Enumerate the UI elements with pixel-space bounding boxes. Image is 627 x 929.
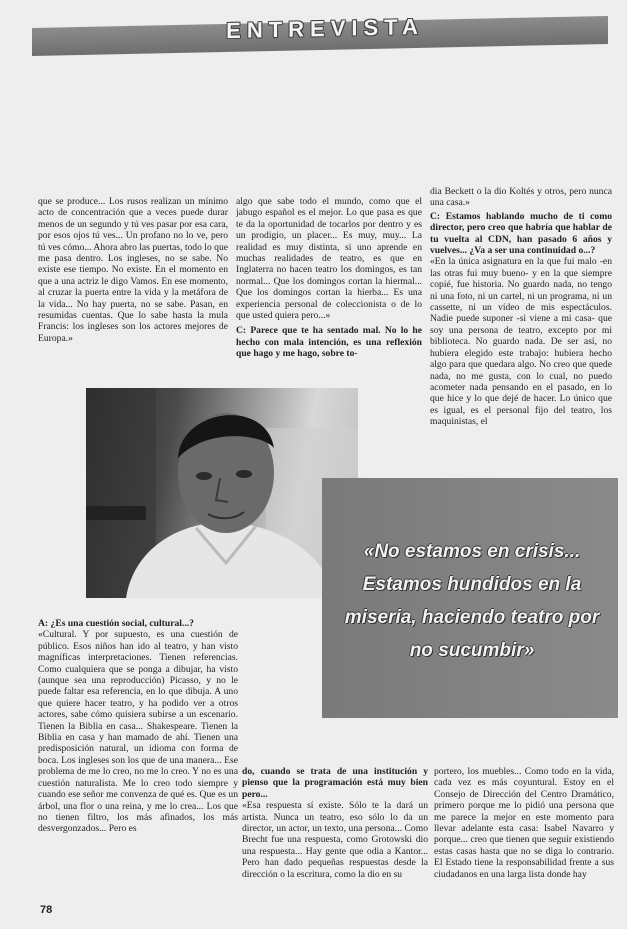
column-right-top-answer-end: dia Beckett o la dio Koltés y otros, pero nunca una casa.» [430, 186, 612, 209]
column-middle-top [236, 196, 422, 386]
portrait-illustration [86, 388, 358, 598]
page-number: 78 [40, 904, 53, 916]
column-right-top-question: C: Estamos hablando mucho de ti como director, pero creo que habría que hablar de tu vuelta al CDN, han pasado 6 años y vuelves... ¿Va a ser una continuidad o...? [430, 210, 612, 257]
column-middle-bottom-question: do, cuando se trata de una institución y pienso que la programación está muy bien pero... [242, 766, 428, 800]
column-right-top-answer: «En la única asignatura en la que fui malo -en las otras fui muy bueno- y en la que siempre copié, fue historia. No guardo nada, no tengo ni una foto, ni un cartel, ni un programa, ni un cassette, ni un vídeo de mis espectáculos. Nadie puede suponer -si viene a mi casa- que soy una persona de teatro, excepto por mi biblioteca. No guardo nada. De ser así, no hubiera elegido este trabajo: hubiera hecho algo para que quedara algo. No creo que quede nada, no me gusta, con lo cual, no puedo acometer nada pensando en el pasado, en lo que hice y lo que dejé de hacer. Lo único que es igual, es el personal fijo del teatro, los maquinistas, el [430, 256, 612, 428]
column-left-bottom-text: «Cultural. Y por supuesto, es una cuestión de público. Esos niños han ido al teatro, y han visto magníficas interpretaciones. Tienen referencias. Como cualquiera que se ponga a dibujar, ha visto (aunque sea una reproducción) Picasso, y no le puede faltar esa referencia, en lo que dibuja. A uno que quiere hacer teatro, y ha podido ver a otros actores, sabe cómo quisiera subirse a un escenario. Tienen la Biblia en casa... Shakespeare. Tienen la Biblia en casa y han mamado de ahí. Tienen una predisposición natural, un idioma con forma de boca. Los ingleses son los que de una manera... Ese problema de me lo creo, no me lo creo. Y no es una cuestión naturalista. Me lo creo todo siempre y cuando ese señor me convenza de qué es. Que es un árbol, una flor o una reina, y me lo crea... Los que no tienen filtro, los más afinados, los más desvergonzados... Pero es [38, 629, 238, 835]
section-title: ENTREVISTA [226, 13, 424, 44]
column-middle-bottom-text: «Esa respuesta sí existe. Sólo te la dará un artista. Nunca un teatro, eso sólo lo da un director, un actor, un texto, una persona... Como Brecht fue una respuesta, como Grotowski dio una respuesta... Hay gente que odia a Kantor... Pero han dado pequeñas respuestas desde la dirección o la escritura, como la dio en su [242, 800, 428, 880]
column-left-bottom-question: A: ¿Es una cuestión social, cultural...? [38, 618, 194, 629]
column-right-top [430, 186, 612, 458]
pull-quote: «No estamos en crisis... Estamos hundidos en la miseria, haciendo teatro por no sucumbir» [344, 541, 600, 661]
column-right-bottom-text: portero, los muebles... Como todo en la vida, cada vez es más coyuntural. Estoy en el Consejo de Dirección del Centro Dramático, primero porque me lo pidió una persona que me parece la mejor en este momento para llevar adelante esta casa: Isabel Navarro y porque... creo que tienen que seguir existiendo estas casas hasta que no se diga lo contrario. El Estado tiene la responsabilidad frente a sus ciudadanos en una larga lista donde hay [434, 766, 614, 880]
interview-photo [86, 388, 358, 598]
column-left-top-text: que se produce... Los rusos realizan un mínimo acto de concentración que a veces puede durar menos de un segundo y tú ves pasar por esa cara, por esos ojos tú ves... Un profano no lo ve, pero tú ves cómo... Ahora abro las puertas, todo lo que me pasa dentro. Los ingleses, no se sabe. No existe ese tiempo. No existe. En el momento en que a una actriz le digo Vamos. En ese momento, al cruzar la puerta entre la vida y la metáfora de la vida... No hay puerta, no se sabe. Pasan, en resumidas cuentas. Que lo sabe hasta la mula Francis: los ingleses son los actores mejores de Europa.» [38, 196, 228, 344]
column-left-top [38, 196, 228, 376]
column-right-bottom [434, 766, 614, 902]
column-middle-top-text: algo que sabe todo el mundo, como que el jabugo español es el mejor. Lo que pasa es que te da la oportunidad de tocarlos por dentro y es un prodigio, un placer... Es muy, muy... La realidad es muy distinta, si uno aprende en muchas realidades de teatro, es que en Inglaterra no hacen teatro los domingos, es tan normal... Que los domingos cortan la hiermal... Que los domingos cortan la hierba... Es una experiencia personal de coleccionista o de lo que usted quiera pero...» [236, 196, 422, 322]
column-left-bottom [38, 618, 238, 900]
column-middle-top-question: C: Parece que te ha sentado mal. No lo he hecho con mala intención, es una reflexión que hago y me hago, sobre to- [236, 325, 422, 360]
column-middle-bottom [242, 766, 428, 902]
